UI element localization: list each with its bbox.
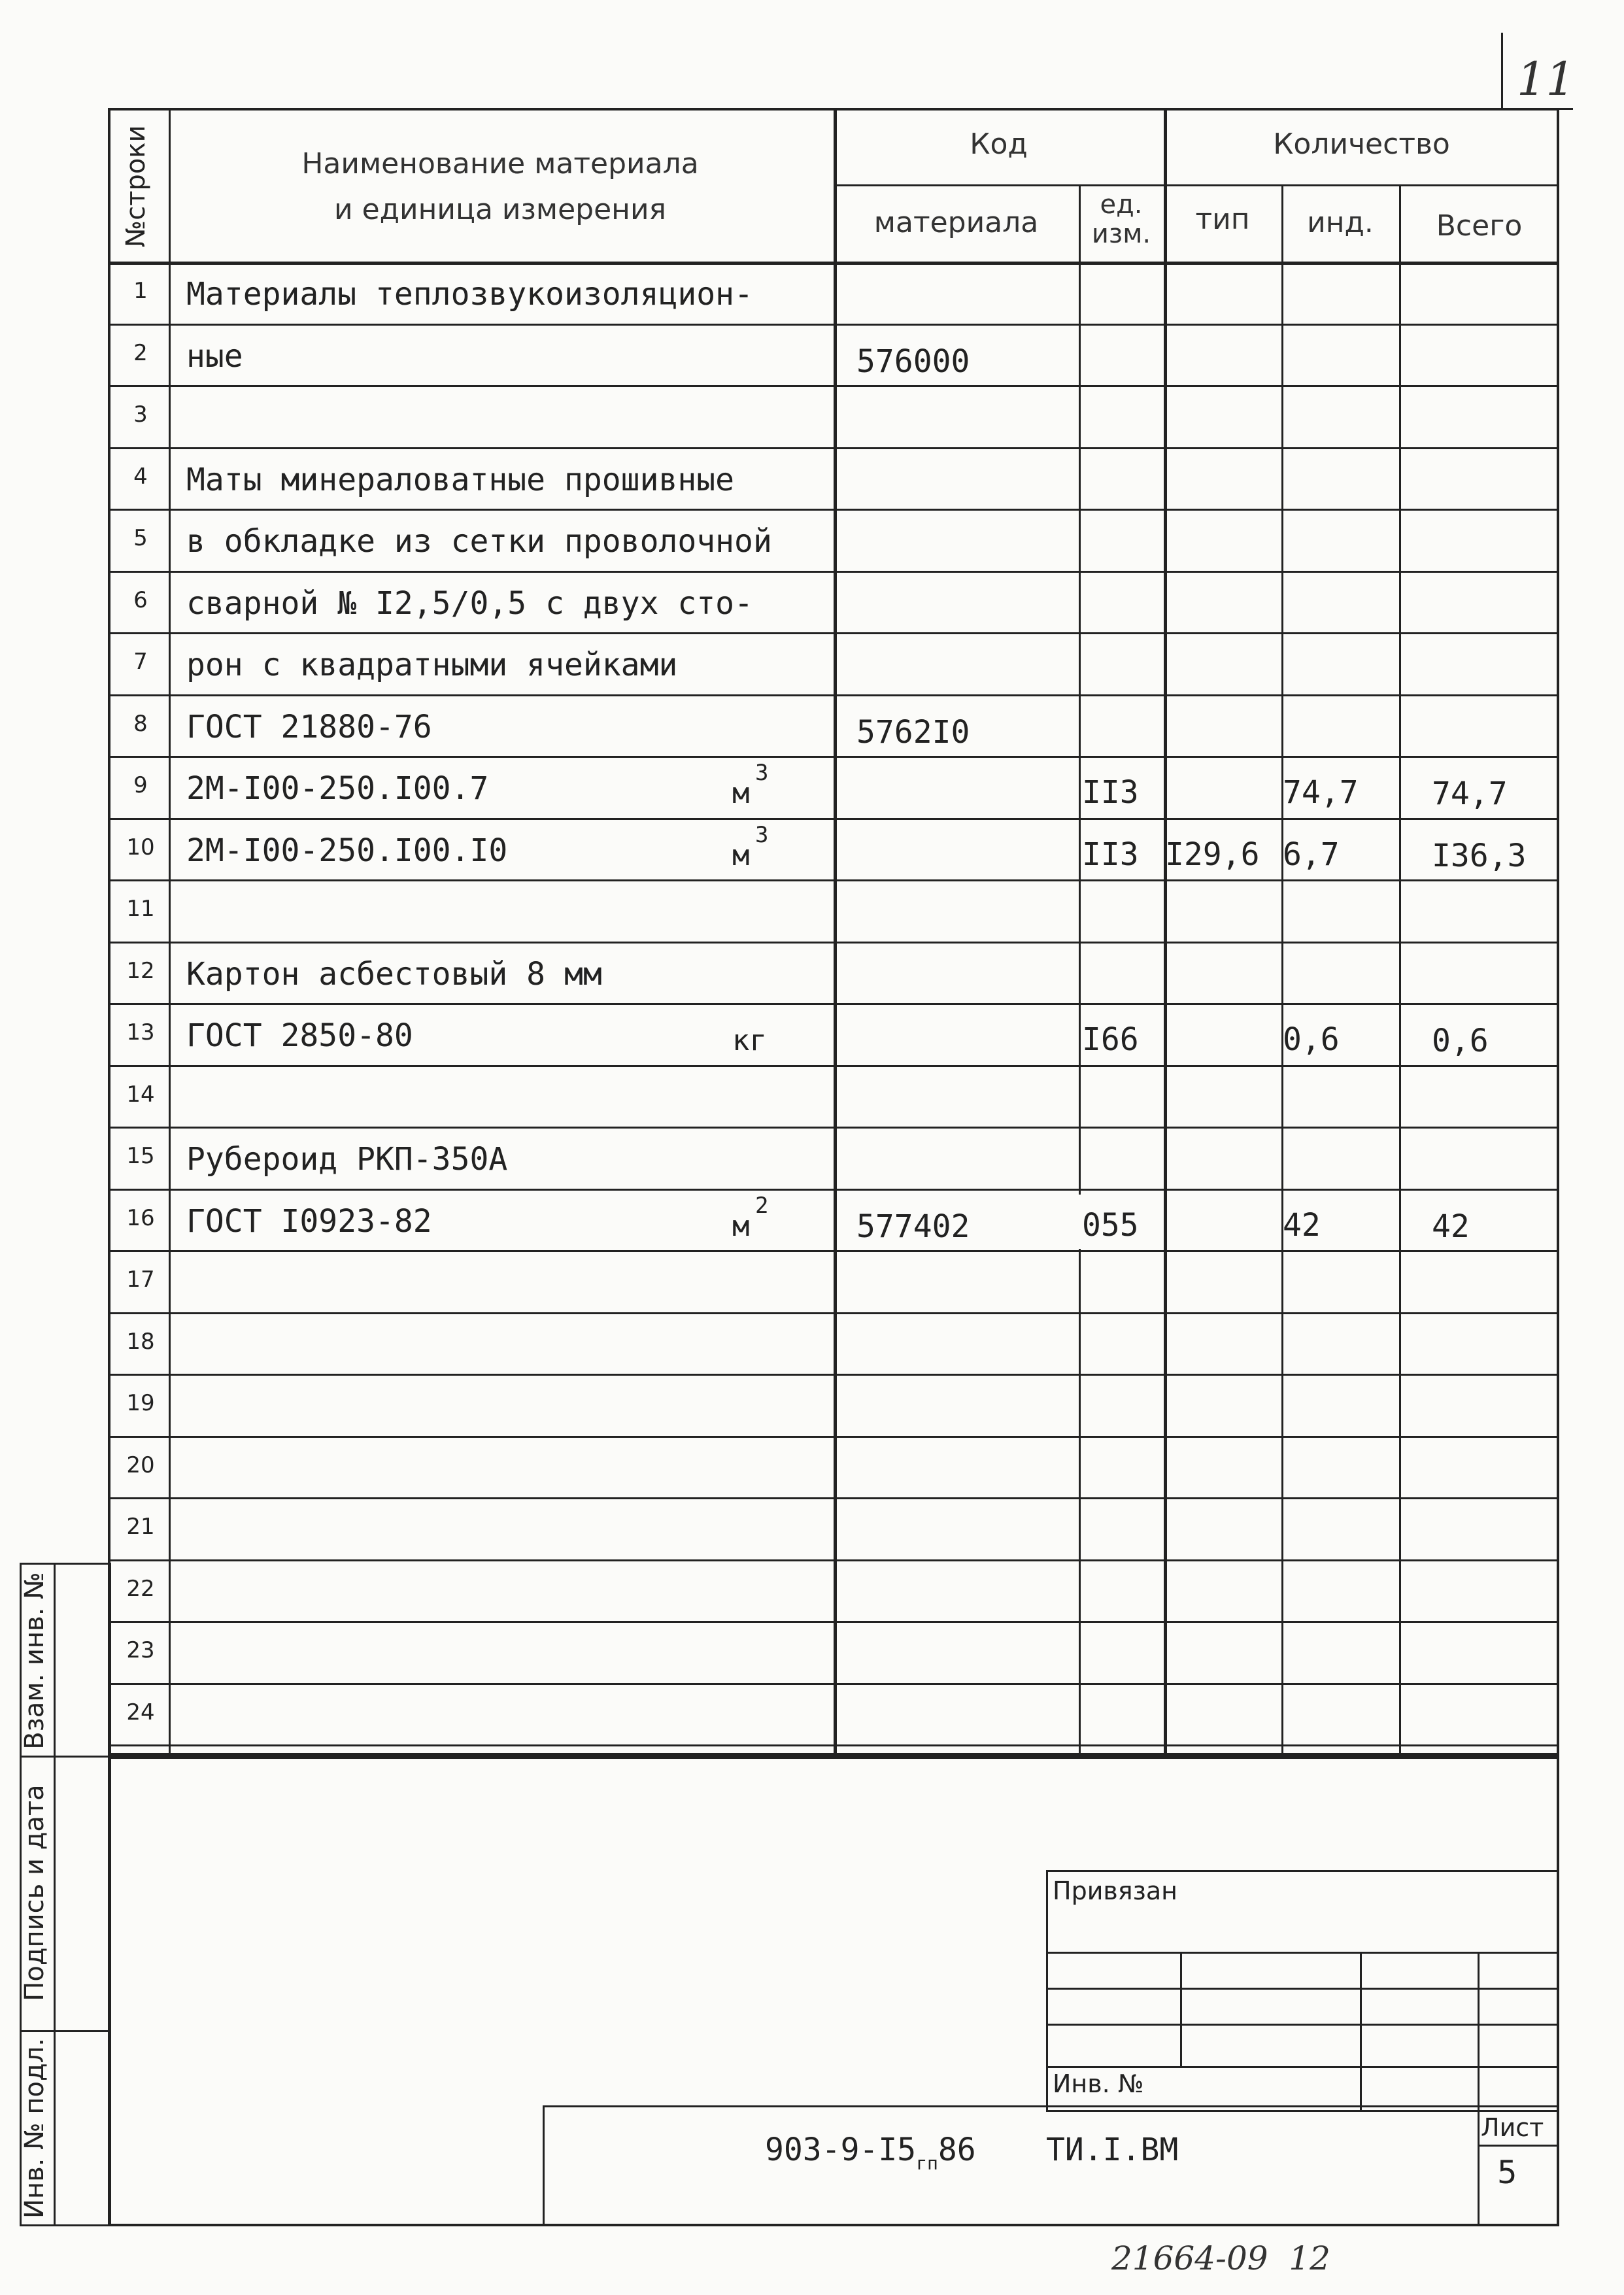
row-line bbox=[108, 756, 1559, 758]
row-number: 16 bbox=[126, 1204, 155, 1231]
doc-code-main: 903-9-I5 bbox=[765, 2132, 917, 2168]
row-name: Рубероид РКП-350А bbox=[186, 1141, 508, 1178]
handwritten-footer: 21664-09 12 bbox=[1111, 2239, 1330, 2277]
side-stamp-line-1 bbox=[20, 1756, 111, 1758]
row-number: 22 bbox=[126, 1575, 155, 1602]
row-line bbox=[108, 1497, 1559, 1499]
tb-line-3 bbox=[1046, 2024, 1559, 2026]
page-number-handwritten: 11 bbox=[1517, 52, 1576, 106]
row-line bbox=[108, 879, 1559, 881]
row-ed: I66 bbox=[1082, 1021, 1139, 1058]
row-code: 576000 bbox=[856, 343, 970, 380]
side-stamp-divider bbox=[54, 1563, 56, 2226]
row-name: в обкладке из сетки проволочной bbox=[186, 523, 772, 560]
privyazan-label: Привязан bbox=[1053, 1877, 1177, 1905]
row-number: 20 bbox=[126, 1452, 155, 1478]
row-code: 577402 bbox=[856, 1208, 970, 1245]
corner-mark bbox=[1501, 33, 1503, 108]
row-number: 18 bbox=[126, 1328, 155, 1355]
row-line bbox=[108, 1065, 1559, 1067]
col-line-name bbox=[834, 108, 837, 1756]
tb-vline-1 bbox=[1180, 1952, 1182, 2066]
row-number: 19 bbox=[126, 1390, 155, 1416]
sheet-label: Лист bbox=[1481, 2113, 1544, 2142]
header-name-line1: Наименование материала bbox=[301, 147, 699, 180]
row-name: ные bbox=[186, 337, 243, 375]
row-number: 2 bbox=[133, 339, 148, 366]
row-total: 42 bbox=[1432, 1208, 1470, 1245]
row-line bbox=[108, 1744, 1559, 1746]
row-type: I29,6 bbox=[1165, 836, 1260, 873]
row-line bbox=[108, 1003, 1559, 1005]
header-unit-line2: изм. bbox=[1091, 219, 1151, 249]
row-unit: м bbox=[732, 1209, 750, 1243]
doc-code-year: 86 bbox=[938, 2132, 976, 2168]
sheet-number: 5 bbox=[1497, 2154, 1517, 2191]
header-material: материала bbox=[873, 206, 1039, 239]
row-line bbox=[108, 324, 1559, 326]
row-ed: II3 bbox=[1082, 774, 1139, 811]
row-number: 24 bbox=[126, 1699, 155, 1726]
col-line-type bbox=[1281, 184, 1283, 1756]
row-line bbox=[108, 1127, 1559, 1129]
side-stamp-inv-podl: Инв. № подл. bbox=[20, 2038, 50, 2218]
row-name: Маты минераловатные прошивные bbox=[186, 461, 735, 498]
row-unit: кг bbox=[732, 1024, 767, 1057]
col-line-unit bbox=[1164, 108, 1167, 1756]
row-number: 9 bbox=[133, 772, 148, 798]
inv-no-label: Инв. № bbox=[1053, 2069, 1144, 2098]
row-name: 2М-I00-250.I00.I0 bbox=[186, 832, 508, 869]
row-ed: 055 bbox=[1082, 1206, 1139, 1244]
tb-line-2 bbox=[1046, 1988, 1559, 1990]
row-line bbox=[108, 694, 1559, 696]
row-total: I36,3 bbox=[1432, 837, 1527, 874]
row-line bbox=[108, 1250, 1559, 1252]
row-name: ГОСТ 21880-76 bbox=[186, 708, 432, 745]
row-name: 2М-I00-250.I00.7 bbox=[186, 770, 489, 807]
tb-line-4 bbox=[1046, 2066, 1559, 2068]
header-mid-line bbox=[834, 184, 1559, 186]
row-name: ГОСТ 2850-80 bbox=[186, 1017, 413, 1054]
row-line bbox=[108, 1559, 1559, 1561]
side-stamp-vzam: Взам. инв. № bbox=[20, 1572, 50, 1750]
row-number: 13 bbox=[126, 1019, 155, 1046]
row-number: 6 bbox=[133, 586, 148, 613]
header-ind: инд. bbox=[1307, 206, 1374, 239]
row-number: 21 bbox=[126, 1514, 155, 1540]
header-name-line2: и единица измерения bbox=[333, 193, 667, 226]
row-number: 14 bbox=[126, 1081, 155, 1108]
row-number: 3 bbox=[133, 401, 148, 428]
row-number: 5 bbox=[133, 525, 148, 551]
col-line-code-lower bbox=[1079, 1249, 1081, 1756]
header-unit-line1: ед. bbox=[1100, 190, 1143, 220]
row-code: 5762I0 bbox=[856, 713, 970, 751]
row-line bbox=[108, 1683, 1559, 1685]
row-unit: м bbox=[732, 838, 750, 872]
row-number: 1 bbox=[133, 278, 148, 304]
row-number: 8 bbox=[133, 710, 148, 737]
row-name: сварной № I2,5/0,5 с двух сто- bbox=[186, 585, 753, 622]
doc-mark: ТИ.I.ВМ bbox=[1046, 2132, 1179, 2168]
row-name: Материалы теплозвукоизоляцион- bbox=[186, 276, 753, 313]
row-name: рон с квадратными ячейками bbox=[186, 647, 678, 683]
row-line bbox=[108, 447, 1559, 449]
row-name: ГОСТ I0923-82 bbox=[186, 1202, 432, 1240]
side-stamp-podpis: Подпись и дата bbox=[20, 1784, 50, 2001]
row-line bbox=[108, 942, 1559, 944]
row-name: Картон асбестовый 8 мм bbox=[186, 955, 602, 993]
row-line bbox=[108, 1436, 1559, 1438]
row-number: 10 bbox=[126, 834, 155, 860]
sheet-divider bbox=[1478, 2105, 1480, 2226]
row-ind: 0,6 bbox=[1283, 1021, 1340, 1058]
header-quantity: Количество bbox=[1273, 128, 1450, 161]
row-line bbox=[108, 1189, 1559, 1191]
row-number: 7 bbox=[133, 649, 148, 675]
row-unit-sup: 3 bbox=[755, 760, 769, 786]
row-line bbox=[108, 632, 1559, 634]
row-unit: м bbox=[732, 777, 750, 810]
row-number: 11 bbox=[126, 896, 155, 922]
row-unit-sup: 2 bbox=[755, 1192, 769, 1219]
tb-vline-3 bbox=[1478, 1952, 1480, 2112]
row-line bbox=[108, 509, 1559, 511]
row-number: 15 bbox=[126, 1143, 155, 1169]
col-line-code bbox=[1079, 184, 1081, 1195]
row-line bbox=[108, 1374, 1559, 1376]
tb-vline-2 bbox=[1360, 1952, 1362, 2112]
tb-line-1 bbox=[1046, 1952, 1559, 1954]
header-type: тип bbox=[1195, 203, 1250, 236]
row-line bbox=[108, 571, 1559, 573]
row-total: 74,7 bbox=[1432, 775, 1508, 812]
header-total: Всего bbox=[1436, 209, 1523, 243]
doc-code-sub: гп bbox=[916, 2152, 938, 2174]
col-line-ind bbox=[1399, 184, 1401, 1756]
row-number: 23 bbox=[126, 1637, 155, 1663]
row-line bbox=[108, 385, 1559, 387]
header-code: Код bbox=[970, 128, 1028, 161]
row-number: 4 bbox=[133, 463, 148, 490]
row-total: 0,6 bbox=[1432, 1023, 1489, 1059]
row-line bbox=[108, 1621, 1559, 1623]
row-line bbox=[108, 1312, 1559, 1314]
row-number: 12 bbox=[126, 957, 155, 984]
row-ind: 74,7 bbox=[1283, 774, 1359, 811]
row-line bbox=[108, 818, 1559, 820]
row-ind: 6,7 bbox=[1283, 836, 1340, 873]
row-unit-sup: 3 bbox=[755, 821, 769, 848]
row-number: 17 bbox=[126, 1266, 155, 1293]
row-ed: II3 bbox=[1082, 836, 1139, 873]
sheet-label-line bbox=[1478, 2145, 1559, 2147]
doc-code bbox=[765, 2132, 976, 2174]
header-row-number: №строки bbox=[121, 125, 151, 248]
row-ind: 42 bbox=[1283, 1206, 1321, 1244]
